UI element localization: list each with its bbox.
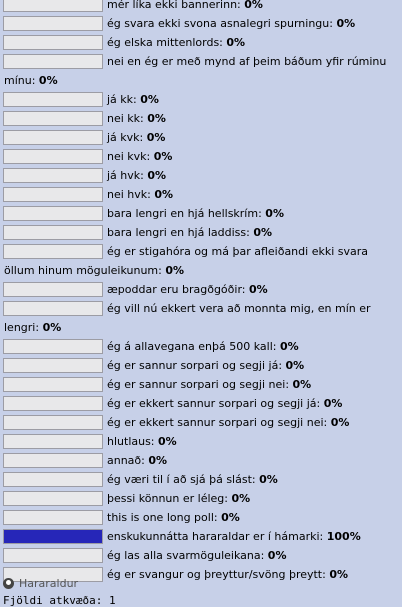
- option-text: ég væri til í að sjá þá slást:: [107, 473, 256, 486]
- result-bar: [3, 301, 103, 316]
- option-text: nei kk:: [107, 112, 144, 125]
- option-text: nei en ég er með mynd af þeim báðum yfir rúminu mínu:: [4, 55, 387, 87]
- result-bar: [3, 282, 103, 297]
- option-text: ég las alla svarmöguleikana:: [107, 549, 265, 562]
- option-percent: 0%: [265, 207, 284, 220]
- poll-option: [0, 299, 402, 337]
- result-bar: [3, 168, 103, 183]
- result-bar: [3, 187, 103, 202]
- option-percent: 0%: [146, 131, 166, 144]
- option-text: ég er sannur sorpari og segji já:: [107, 359, 283, 372]
- option-label: [107, 90, 159, 109]
- option-text: þessi könnun er léleg:: [107, 492, 228, 505]
- option-label: [107, 508, 240, 527]
- option-label: [107, 565, 348, 584]
- result-bar: [3, 339, 103, 354]
- option-text: bara lengri en hjá hellskrím:: [107, 207, 262, 220]
- poll-option: [0, 242, 402, 280]
- option-percent: 0%: [279, 340, 299, 353]
- option-label: [107, 546, 286, 565]
- option-text: this is one long poll:: [107, 511, 218, 524]
- option-text: enskukunnátta hararaldar er í hámarki:: [107, 530, 324, 543]
- poll-option: [0, 375, 402, 394]
- option-label: [107, 0, 263, 14]
- option-text: já kvk:: [107, 131, 144, 144]
- option-label: [107, 223, 272, 242]
- result-bar: [3, 491, 103, 506]
- option-text: ég er ekkert sannur sorpari og segji nei:: [107, 416, 328, 429]
- poll-option: [0, 33, 402, 52]
- option-label: [107, 527, 361, 546]
- poll-option: [0, 204, 402, 223]
- option-label: [107, 14, 355, 33]
- poll-option: [0, 0, 402, 14]
- option-text: nei kvk:: [107, 150, 151, 163]
- poll-option: [0, 147, 402, 166]
- option-label: [107, 33, 245, 52]
- result-bar: [3, 206, 103, 221]
- poll-option: [0, 337, 402, 356]
- option-percent: 0%: [38, 74, 58, 87]
- option-percent: 0%: [221, 511, 240, 524]
- option-text: ég er sannur sorpari og segji nei:: [107, 378, 290, 391]
- poll-option: [0, 185, 402, 204]
- poll-option: [0, 470, 402, 489]
- poll-option: [0, 394, 402, 413]
- option-label: [107, 204, 284, 223]
- option-text: mér líka ekki bannerinn:: [107, 0, 241, 11]
- option-percent: 0%: [154, 188, 174, 201]
- option-text: nei hvk:: [107, 188, 151, 201]
- option-percent: 0%: [259, 473, 278, 486]
- poll-author[interactable]: [3, 575, 116, 591]
- poll-option: [0, 14, 402, 33]
- user-icon: [3, 578, 14, 589]
- option-percent: 100%: [326, 530, 361, 543]
- option-text: hlutlaus:: [107, 435, 155, 448]
- result-bar: [3, 35, 103, 50]
- option-text: ég á allavegana enþá 500 kall:: [107, 340, 277, 353]
- result-bar: [3, 510, 103, 525]
- option-label: [107, 185, 173, 204]
- result-bar: [3, 472, 103, 487]
- option-percent: 0%: [147, 169, 167, 182]
- total-votes: Fjöldi atkvæða: 1: [3, 594, 116, 607]
- option-percent: 0%: [153, 150, 173, 163]
- option-text: ég vill nú ekkert vera að monnta mig, en mín er lengri:: [4, 302, 371, 334]
- poll-option: [0, 356, 402, 375]
- option-percent: 0%: [323, 397, 343, 410]
- option-text: æpoddar eru bragðgóðir:: [107, 283, 246, 296]
- option-label: [107, 413, 349, 432]
- option-label: [107, 109, 166, 128]
- option-text: ég er stigahóra og má þar afleiðandi ekki svara öllum hinum möguleikunum:: [4, 245, 368, 277]
- poll-option: [0, 546, 402, 565]
- poll-option: [0, 52, 402, 90]
- option-label: [107, 128, 165, 147]
- result-bar: [3, 0, 103, 12]
- option-text: já kk:: [107, 93, 137, 106]
- option-text: ég elska mittenlords:: [107, 36, 223, 49]
- result-bar: [3, 377, 103, 392]
- option-label: [107, 394, 342, 413]
- poll-option: [0, 451, 402, 470]
- result-bar: [3, 111, 103, 126]
- option-percent: 0%: [158, 435, 177, 448]
- poll-option: [0, 527, 402, 546]
- option-label: [107, 451, 167, 470]
- poll-footer: [3, 575, 116, 607]
- poll-option: [0, 128, 402, 147]
- poll-option: [0, 508, 402, 527]
- option-percent: 0%: [249, 283, 268, 296]
- option-text: ég er ekkert sannur sorpari og segji já:: [107, 397, 321, 410]
- poll-option: [0, 109, 402, 128]
- result-bar: [3, 149, 103, 164]
- result-bar: [3, 453, 103, 468]
- option-percent: 0%: [165, 264, 185, 277]
- option-label: [107, 375, 311, 394]
- result-bar: [3, 529, 103, 544]
- option-percent: 0%: [226, 36, 246, 49]
- option-percent: 0%: [329, 568, 349, 581]
- result-bar: [3, 548, 103, 563]
- option-percent: 0%: [147, 112, 166, 125]
- option-percent: 0%: [330, 416, 350, 429]
- option-percent: 0%: [231, 492, 251, 505]
- option-text: bara lengri en hjá laddiss:: [107, 226, 250, 239]
- result-bar: [3, 396, 103, 411]
- result-bar: [3, 225, 103, 240]
- option-label: [107, 337, 299, 356]
- option-percent: 0%: [148, 454, 168, 467]
- poll-option: [0, 432, 402, 451]
- result-bar: [3, 434, 103, 449]
- option-label: [107, 280, 268, 299]
- option-label: [107, 432, 177, 451]
- option-percent: 0%: [336, 17, 356, 30]
- option-label: [107, 356, 304, 375]
- result-bar: [3, 54, 103, 69]
- option-label: [107, 489, 250, 508]
- option-text: ég er svangur og þreyttur/svöng þreytt:: [107, 568, 326, 581]
- option-text: annað:: [107, 454, 145, 467]
- poll-option: [0, 166, 402, 185]
- option-percent: 0%: [253, 226, 273, 239]
- option-percent: 0%: [292, 378, 312, 391]
- option-label: [107, 470, 278, 489]
- option-percent: 0%: [140, 93, 159, 106]
- option-text: ég svara ekki svona asnalegri spurningu:: [107, 17, 333, 30]
- option-label: [107, 147, 172, 166]
- poll-option: [0, 413, 402, 432]
- result-bar: [3, 415, 103, 430]
- result-bar: [3, 244, 103, 259]
- option-percent: 0%: [244, 0, 263, 11]
- result-bar: [3, 16, 103, 31]
- result-bar: [3, 358, 103, 373]
- poll-option: [0, 223, 402, 242]
- poll-option: [0, 90, 402, 109]
- result-bar: [3, 92, 103, 107]
- poll-option: [0, 280, 402, 299]
- option-percent: 0%: [42, 321, 62, 334]
- result-bar-fill: [4, 530, 102, 543]
- result-bar: [3, 130, 103, 145]
- option-percent: 0%: [285, 359, 305, 372]
- poll-option: [0, 489, 402, 508]
- option-label: [107, 166, 166, 185]
- author-name[interactable]: Hararaldur: [19, 576, 79, 590]
- option-text: já hvk:: [107, 169, 144, 182]
- option-percent: 0%: [267, 549, 287, 562]
